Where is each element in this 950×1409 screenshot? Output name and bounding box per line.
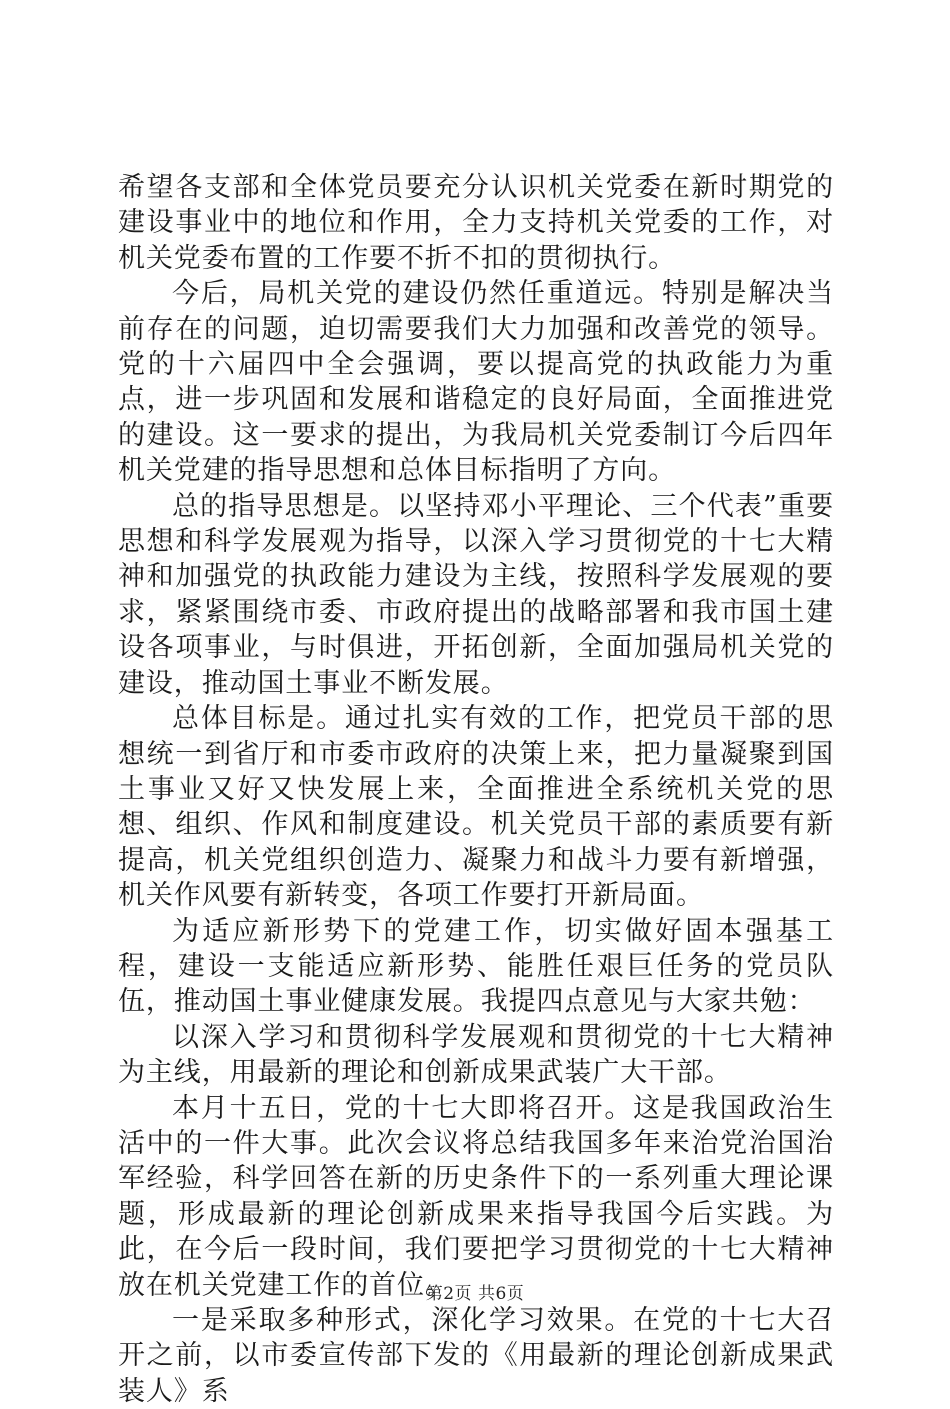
paragraph-3: 总的指导思想是。以坚持邓小平理论、三个代表”重要思想和科学发展观为指导，以深入学习贯彻党的十七大精神和加强党的执政能力建设为主线，按照科学发展观的要求，紧紧围绕市委、市政府提出的战略部署和我市国土建设各项事业，与时俱进，开拓创新，全面加强局机关党的建设，推动国土事业不断发展。: [118, 490, 834, 699]
paragraph-2: 今后，局机关党的建设仍然任重道远。特别是解决当前存在的问题，迫切需要我们大力加强和改善党的领导。党的十六届四中全会强调，要以提高党的执政能力为重点，进一步巩固和发展和谐稳定的良好局面，全面推进党的建设。这一要求的提出，为我局机关党委制订今后四年机关党建的指导思想和总体目标指明了方向。: [118, 278, 834, 487]
page-footer: 第2页 共6页: [425, 1284, 525, 1304]
paragraph-5: 为适应新形势下的党建工作，切实做好固本强基工程，建设一支能适应新形势、能胜任艰巨任务的党员队伍，推动国土事业健康发展。我提四点意见与大家共勉：: [118, 915, 834, 1018]
paragraph-7: 本月十五日，党的十七大即将召开。这是我国政治生活中的一件大事。此次会议将总结我国多年来治党治国治军经验，科学回答在新的历史条件下的一系列重大理论课题，形成最新的理论创新成果来指导我国今后实践。为此，在今后一段时间，我们要把学习贯彻党的十七大精神放在机关党建工作的首位。: [118, 1092, 834, 1301]
paragraph-4: 总体目标是。通过扎实有效的工作，把党员干部的思想统一到省厅和市委市政府的决策上来，把力量凝聚到国土事业又好又快发展上来，全面推进全系统机关党的思想、组织、作风和制度建设。机关党员干部的素质要有新提高，机关党组织创造力、凝聚力和战斗力要有新增强，机关作风要有新转变，各项工作要打开新局面。: [118, 703, 834, 912]
document-body: [118, 170, 834, 1409]
paragraph-6: 以深入学习和贯彻科学发展观和贯彻党的十七大精神为主线，用最新的理论和创新成果武装广大干部。: [118, 1021, 834, 1089]
paragraph-8: 一是采取多种形式，深化学习效果。在党的十七大召开之前，以市委宣传部下发的《用最新的理论创新成果武装人》系: [118, 1305, 834, 1407]
paragraph-1: 希望各支部和全体党员要充分认识机关党委在新时期党的建设事业中的地位和作用，全力支持机关党委的工作，对机关党委布置的工作要不折不扣的贯彻执行。: [118, 172, 834, 274]
